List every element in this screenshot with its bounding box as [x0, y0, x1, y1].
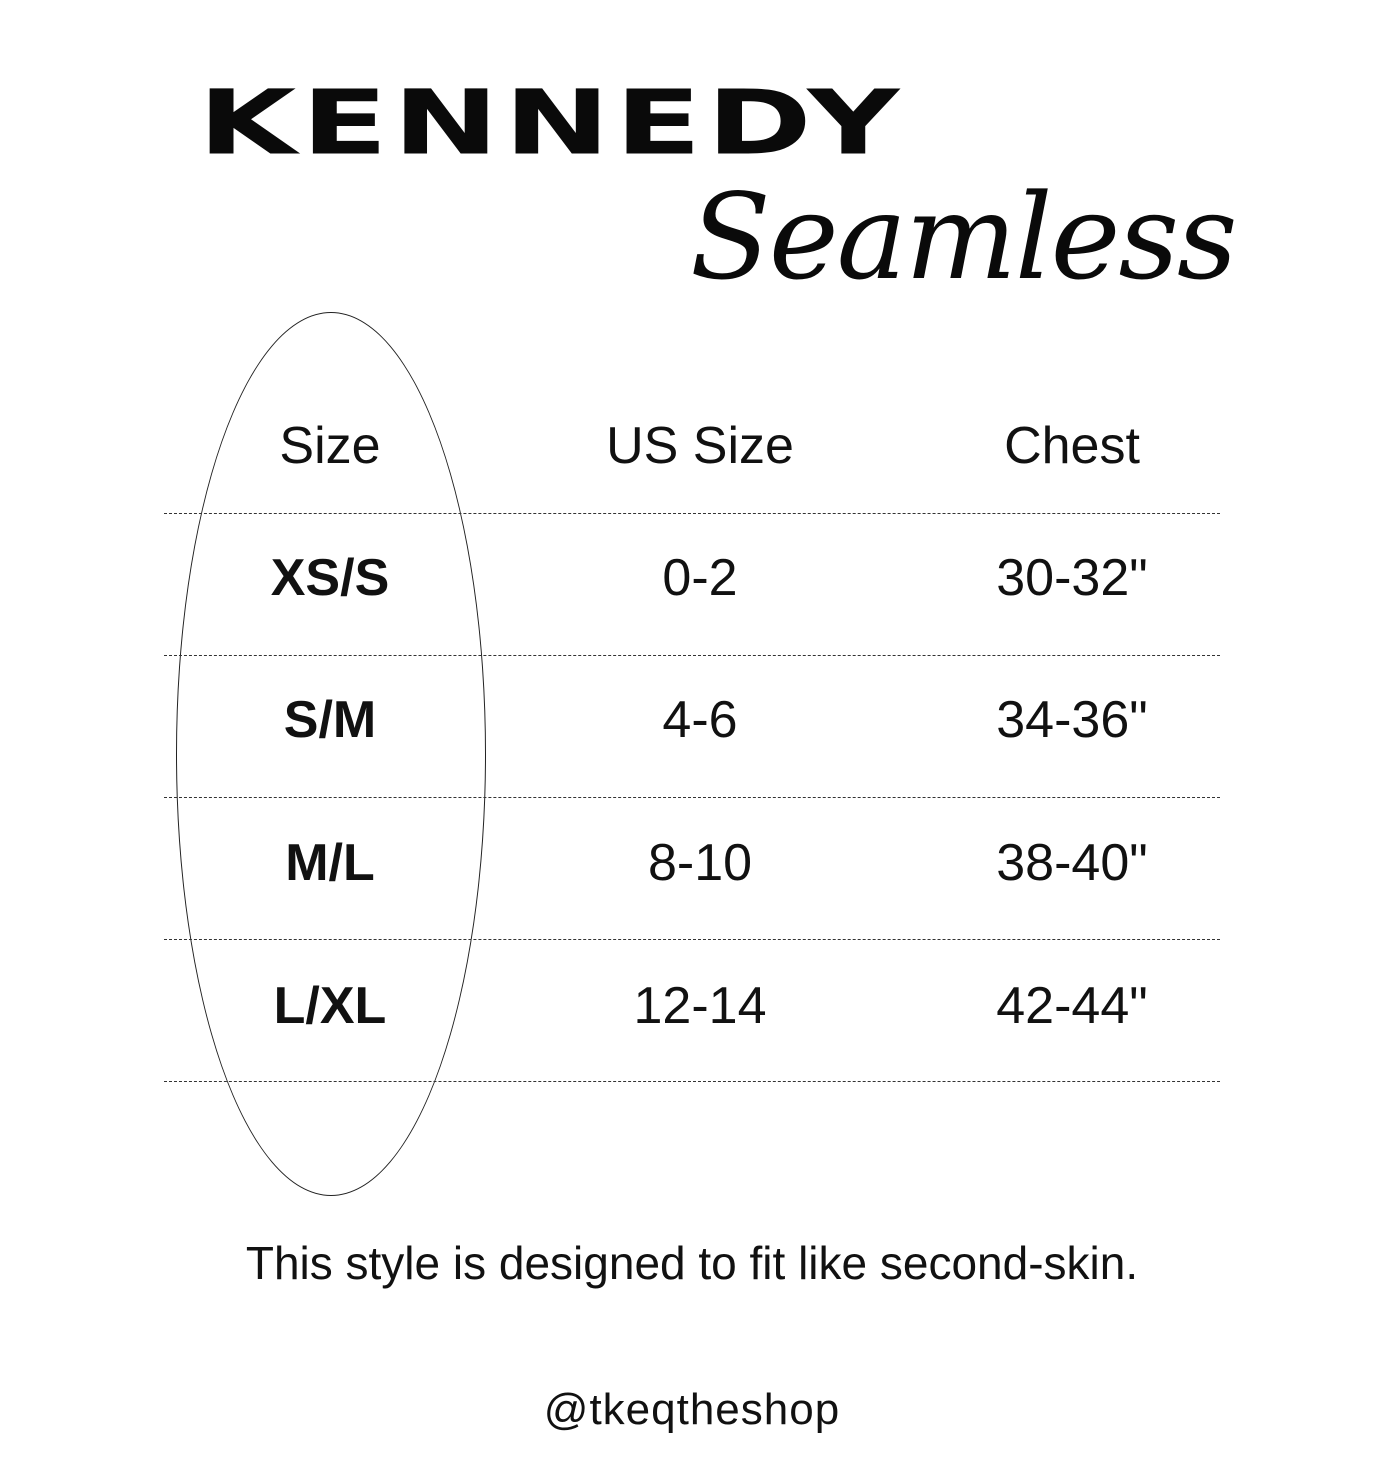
chest-value: 30-32": [996, 549, 1148, 607]
us-size-value: 12-14: [633, 977, 767, 1035]
row-divider: [164, 513, 1220, 514]
size-label-l-xl: L/XL: [273, 977, 387, 1035]
row-divider: [164, 797, 1220, 798]
us-size-value: 8-10: [647, 834, 753, 892]
column-header-us-size: US Size: [606, 417, 794, 475]
column-header-size: Size: [279, 417, 381, 475]
row-divider: [164, 655, 1220, 656]
chest-value: 34-36": [996, 691, 1148, 749]
column-header-chest: Chest: [1004, 417, 1140, 475]
us-size-value: 4-6: [662, 691, 738, 749]
chest-value: 38-40": [996, 834, 1148, 892]
row-divider: [164, 1081, 1220, 1082]
brand-wordmark: KENNEDY: [198, 70, 905, 176]
size-label-m-l: M/L: [285, 834, 375, 892]
size-label-xs-s: XS/S: [270, 549, 390, 607]
collection-subtitle: Seamless: [690, 168, 1236, 306]
social-handle: @tkeqtheshop: [543, 1385, 841, 1434]
row-divider: [164, 939, 1220, 940]
chest-value: 42-44": [996, 977, 1148, 1035]
fit-note: This style is designed to fit like second-skin.: [245, 1237, 1139, 1289]
us-size-value: 0-2: [662, 549, 738, 607]
size-label-s-m: S/M: [283, 691, 377, 749]
